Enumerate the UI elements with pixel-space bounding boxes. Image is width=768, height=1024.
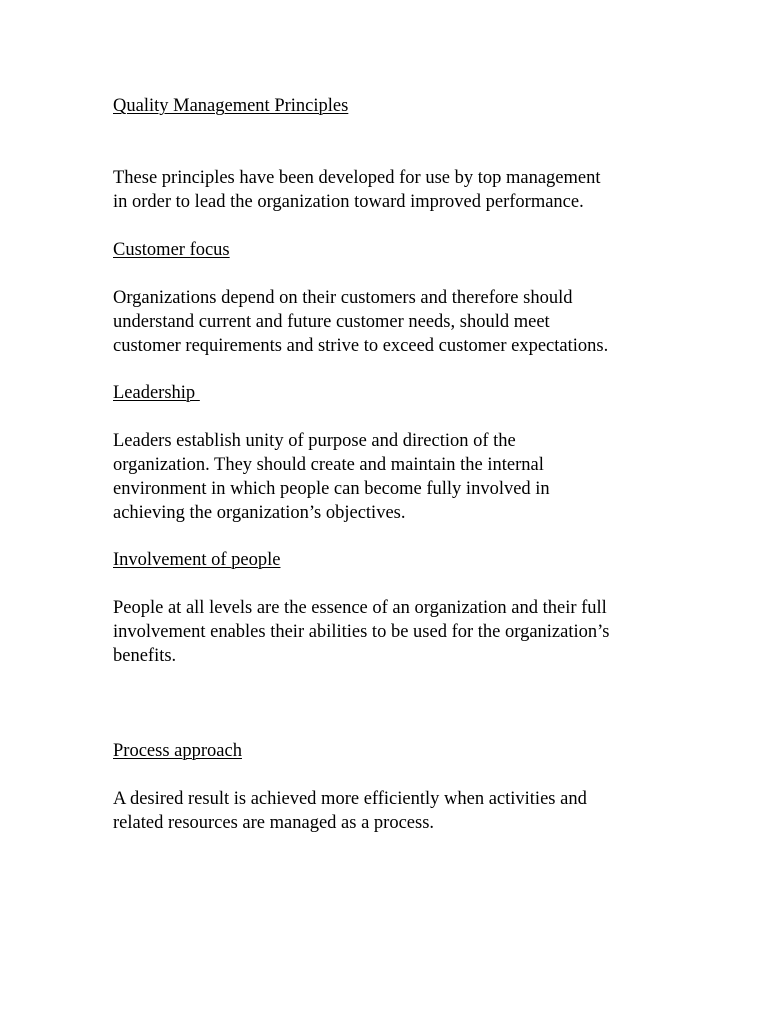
body-line: Leaders establish unity of purpose and direction of the	[113, 431, 516, 451]
section-heading-involvement-of-people: Involvement of people	[113, 550, 281, 570]
body-line: benefits.	[113, 646, 177, 666]
section-body-leadership	[113, 429, 673, 525]
body-line: Organizations depend on their customers and therefore should	[113, 288, 573, 308]
body-line: customer requirements and strive to exceed customer expectations.	[113, 336, 609, 356]
body-line: environment in which people can become fully involved in	[113, 479, 550, 499]
intro-paragraph	[113, 166, 673, 214]
body-line: People at all levels are the essence of an organization and their full	[113, 598, 607, 618]
section-body-involvement-of-people	[113, 596, 673, 668]
body-line: involvement enables their abilities to be used for the organization’s	[113, 622, 610, 642]
intro-line: These principles have been developed for use by top management	[113, 168, 601, 188]
section-heading-leadership: Leadership	[113, 383, 200, 403]
section-body-customer-focus	[113, 286, 673, 358]
body-line: achieving the organization’s objectives.	[113, 503, 406, 523]
section-heading-customer-focus: Customer focus	[113, 240, 230, 260]
body-line: understand current and future customer needs, should meet	[113, 312, 550, 332]
section-body-process-approach	[113, 787, 673, 835]
body-line: A desired result is achieved more efficiently when activities and	[113, 789, 587, 809]
section-heading-process-approach: Process approach	[113, 741, 242, 761]
body-line: organization. They should create and maintain the internal	[113, 455, 544, 475]
document-title: Quality Management Principles	[113, 96, 349, 116]
intro-line: in order to lead the organization toward improved performance.	[113, 192, 584, 212]
body-line: related resources are managed as a process.	[113, 813, 435, 833]
